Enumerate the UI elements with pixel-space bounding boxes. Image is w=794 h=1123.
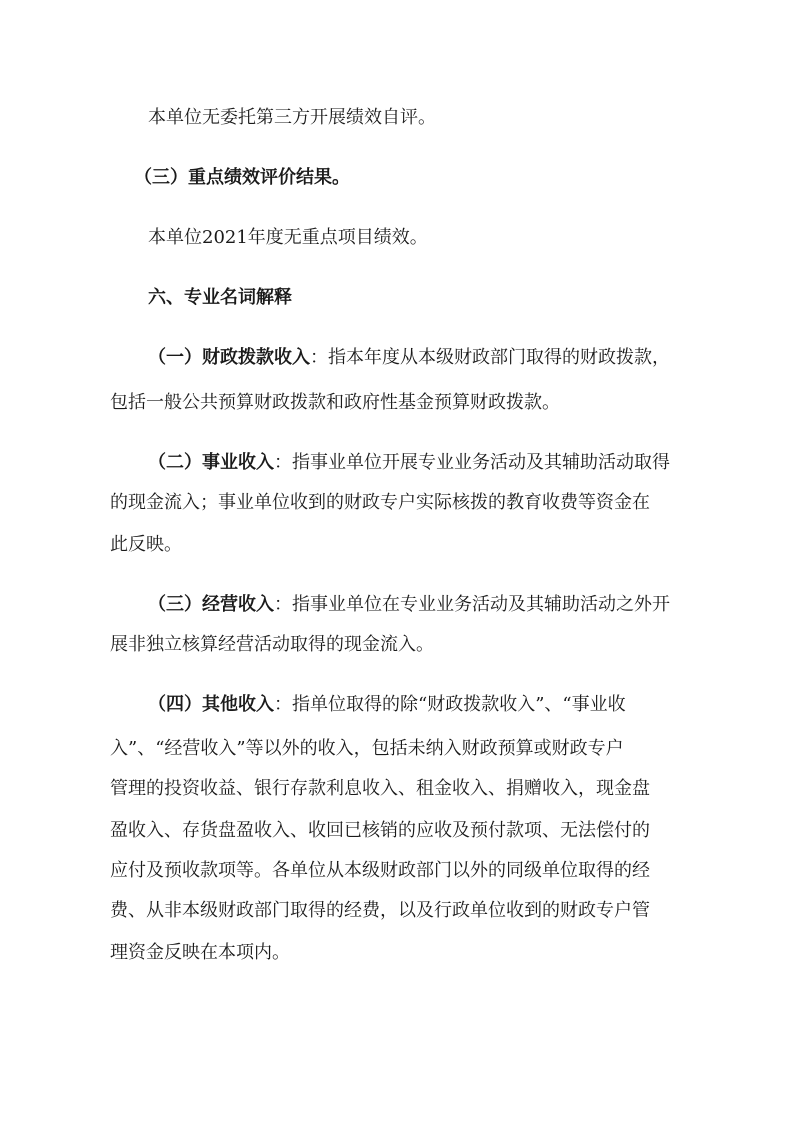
term1-colon: ： bbox=[310, 347, 328, 368]
term3-text-2: 展非独立核算经营活动取得的现金流入。 bbox=[110, 634, 434, 655]
term4-text-5: 应付及预收款项等。各单位从本级财政部门以外的同级单位取得的经 bbox=[110, 860, 650, 881]
paragraph-no-key-projects: 本单位2021年度无重点项目绩效。 bbox=[148, 227, 428, 248]
term4-text-7: 理资金反映在本项内。 bbox=[110, 942, 290, 963]
term3-colon: ： bbox=[274, 594, 292, 615]
term2-title: （二）事业收入 bbox=[148, 452, 274, 473]
term4-text-3: 管理的投资收益、银行存款利息收入、租金收入、捐赠收入，现金盘 bbox=[110, 778, 650, 799]
term4-text-1: 指单位取得的除“财政拨款收入”、“事业收 bbox=[292, 694, 626, 715]
term2-text-1: 指事业单位开展专业业务活动及其辅助活动取得 bbox=[292, 452, 670, 473]
term1-line bbox=[148, 346, 670, 370]
term4-colon: ： bbox=[274, 694, 292, 715]
term4-text-6: 费、从非本级财政部门取得的经费，以及行政单位收到的财政专户管 bbox=[110, 900, 650, 921]
term4-line bbox=[148, 693, 626, 717]
term2-colon: ： bbox=[274, 452, 292, 473]
term4-text-2: 入”、“经营收入”等以外的收入，包括未纳入财政预算或财政专户 bbox=[110, 738, 624, 759]
heading-key-results: （三）重点绩效评价结果。 bbox=[134, 167, 350, 188]
term1-text-1: 指本年度从本级财政部门取得的财政拨款， bbox=[328, 347, 670, 368]
term3-line bbox=[148, 593, 670, 617]
term1-title: （一）财政拨款收入 bbox=[148, 347, 310, 368]
term4-title: （四）其他收入 bbox=[148, 694, 274, 715]
term3-title: （三）经营收入 bbox=[148, 594, 274, 615]
paragraph-no-third-party: 本单位无委托第三方开展绩效自评。 bbox=[148, 107, 436, 128]
term1-text-2: 包括一般公共预算财政拨款和政府性基金预算财政拨款。 bbox=[110, 392, 560, 413]
term4-text-4: 盈收入、存货盘盈收入、收回已核销的应收及预付款项、无法偿付的 bbox=[110, 820, 650, 841]
term3-text-1: 指事业单位在专业业务活动及其辅助活动之外开 bbox=[292, 594, 670, 615]
heading-terms: 六、专业名词解释 bbox=[148, 287, 292, 308]
term2-line bbox=[148, 451, 670, 475]
term2-text-2: 的现金流入；事业单位收到的财政专户实际核拨的教育收费等资金在 bbox=[110, 492, 650, 513]
term2-text-3: 此反映。 bbox=[110, 534, 182, 555]
